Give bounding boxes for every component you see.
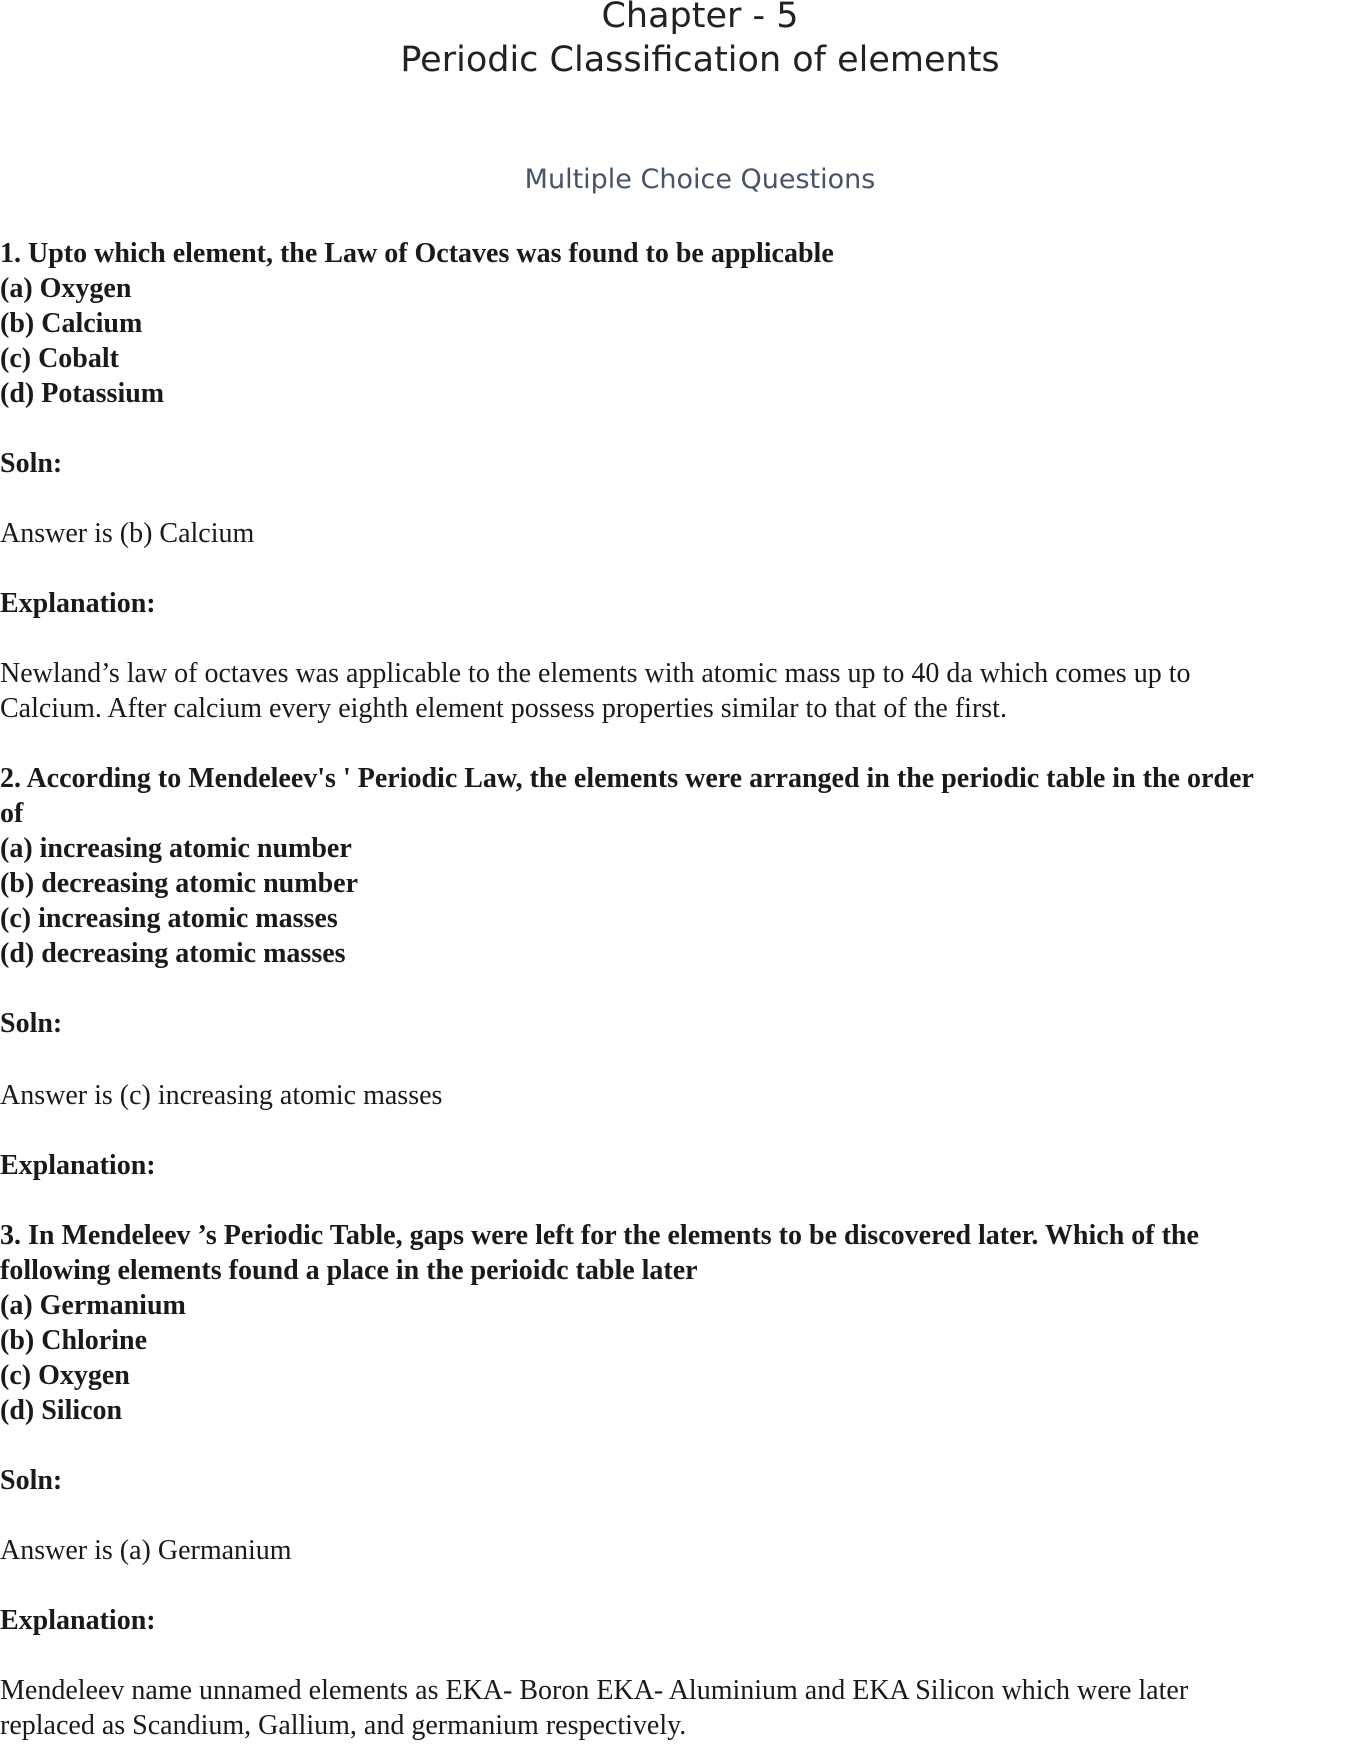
question-3-explanation-line-1: Mendeleev name unnamed elements as EKA- Boron EKA- Aluminium and EKA Silicon which were later: [0, 1675, 1189, 1706]
question-2-soln-label: Soln:: [0, 1008, 63, 1039]
question-2-option-c: (c) increasing atomic masses: [0, 903, 338, 934]
question-2-option-b: (b) decreasing atomic number: [0, 868, 358, 899]
question-3-text-line-2: following elements found a place in the perioidc table later: [0, 1255, 698, 1286]
question-1-explanation-line-2: Calcium. After calcium every eighth element possess properties similar to that of the first.: [0, 693, 1007, 724]
question-2-option-a: (a) increasing atomic number: [0, 833, 352, 864]
question-2-text-line-1: 2. According to Mendeleev's ' Periodic Law, the elements were arranged in the periodic table in the order: [0, 763, 1254, 794]
question-1-soln-label: Soln:: [0, 448, 63, 479]
question-3-explanation-label: Explanation:: [0, 1605, 156, 1636]
chapter-heading: Chapter - 5: [601, 0, 799, 36]
question-2-explanation-label: Explanation:: [0, 1150, 156, 1181]
question-3-answer: Answer is (a) Germanium: [0, 1535, 292, 1566]
question-3-text-line-1: 3. In Mendeleev ’s Periodic Table, gaps were left for the elements to be discovered later. Which of the: [0, 1220, 1199, 1251]
question-3-explanation-line-2: replaced as Scandium, Gallium, and germanium respectively.: [0, 1710, 687, 1741]
page-title: Periodic Classification of elements: [400, 40, 1000, 80]
question-3-option-d: (d) Silicon: [0, 1395, 123, 1426]
question-1-explanation-label: Explanation:: [0, 588, 156, 619]
question-2-option-d: (d) decreasing atomic masses: [0, 938, 346, 969]
question-3-option-a: (a) Germanium: [0, 1290, 186, 1321]
question-2-text-line-2: of: [0, 798, 24, 829]
question-1-option-d: (d) Potassium: [0, 378, 165, 409]
question-3-option-b: (b) Chlorine: [0, 1325, 147, 1356]
section-heading: Multiple Choice Questions: [524, 164, 876, 195]
question-2-answer: Answer is (c) increasing atomic masses: [0, 1080, 443, 1111]
question-1-option-a: (a) Oxygen: [0, 273, 132, 304]
question-3-soln-label: Soln:: [0, 1465, 63, 1496]
question-1-text: 1. Upto which element, the Law of Octaves was found to be applicable: [0, 238, 834, 269]
question-1-option-b: (b) Calcium: [0, 308, 143, 339]
question-1-option-c: (c) Cobalt: [0, 343, 119, 374]
question-1-explanation-line-1: Newland’s law of octaves was applicable to the elements with atomic mass up to 40 da which comes up to: [0, 658, 1191, 689]
question-3-option-c: (c) Oxygen: [0, 1360, 130, 1391]
question-1-answer: Answer is (b) Calcium: [0, 518, 255, 549]
